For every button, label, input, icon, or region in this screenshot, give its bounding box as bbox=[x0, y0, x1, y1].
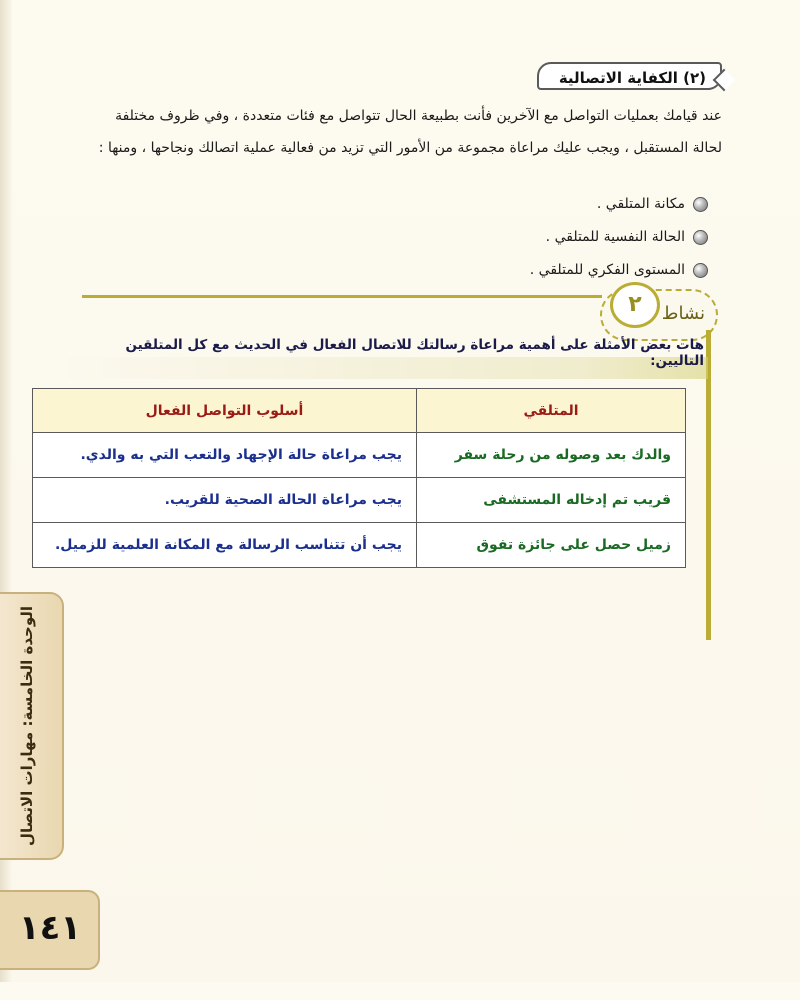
bullet-icon bbox=[693, 230, 708, 245]
cell-style: يجب مراعاة حالة الإجهاد والتعب التي به والدي. bbox=[33, 433, 417, 478]
header-style: أسلوب التواصل الفعال bbox=[33, 389, 417, 433]
table-row bbox=[33, 523, 686, 568]
bullet-icon bbox=[693, 263, 708, 278]
cell-style: يجب مراعاة الحالة الصحية للقريب. bbox=[33, 478, 417, 523]
cell-recipient: زميل حصل على جائزة تفوق bbox=[417, 523, 686, 568]
intro-paragraph: عند قيامك بعمليات التواصل مع الآخرين فأنت بطبيعة الحال تتواصل مع فئات متعددة ، وفي ظروف مختلفة لحالة المستقبل ، ويجب عليك مراعاة مجموعة من الأمور التي تزيد من فعالية عملية اتصالك ونجاحها ، ومنها : bbox=[98, 108, 722, 156]
unit-title: الوحدة الخامسة: مهارات الاتصال bbox=[18, 605, 36, 847]
list-item bbox=[308, 221, 708, 254]
table-header-row bbox=[33, 389, 686, 433]
factors-list bbox=[308, 188, 708, 287]
cell-recipient: والدك بعد وصوله من رحلة سفر bbox=[417, 433, 686, 478]
list-item-text: المستوى الفكري للمتلقي . bbox=[529, 262, 685, 278]
list-item bbox=[308, 254, 708, 287]
communication-table bbox=[32, 388, 686, 568]
activity-divider bbox=[82, 295, 602, 298]
cell-style: يجب أن تتناسب الرسالة مع المكانة العلمية للزميل. bbox=[33, 523, 417, 568]
activity-label: نشاط bbox=[661, 303, 705, 324]
page-number: ١٤١ bbox=[18, 908, 82, 948]
section-heading: (٢) الكفاية الاتصالية bbox=[537, 62, 722, 90]
bullet-icon bbox=[693, 197, 708, 212]
header-recipient: المتلقي bbox=[417, 389, 686, 433]
activity-instruction: هات بعض الأمثلة على أهمية مراعاة رسالتك للاتصال الفعال في الحديث مع كل المتلقين التاليين: bbox=[125, 337, 704, 369]
list-item-text: مكانة المتلقي . bbox=[596, 196, 685, 212]
section-underline bbox=[550, 88, 710, 90]
activity-number: ٢ bbox=[610, 282, 660, 328]
cell-recipient: قريب تم إدخاله المستشفى bbox=[417, 478, 686, 523]
table-row bbox=[33, 478, 686, 523]
page-bottom-edge bbox=[0, 982, 800, 1000]
list-item bbox=[308, 188, 708, 221]
list-item-text: الحالة النفسية للمتلقي . bbox=[545, 229, 685, 245]
table-row bbox=[33, 433, 686, 478]
